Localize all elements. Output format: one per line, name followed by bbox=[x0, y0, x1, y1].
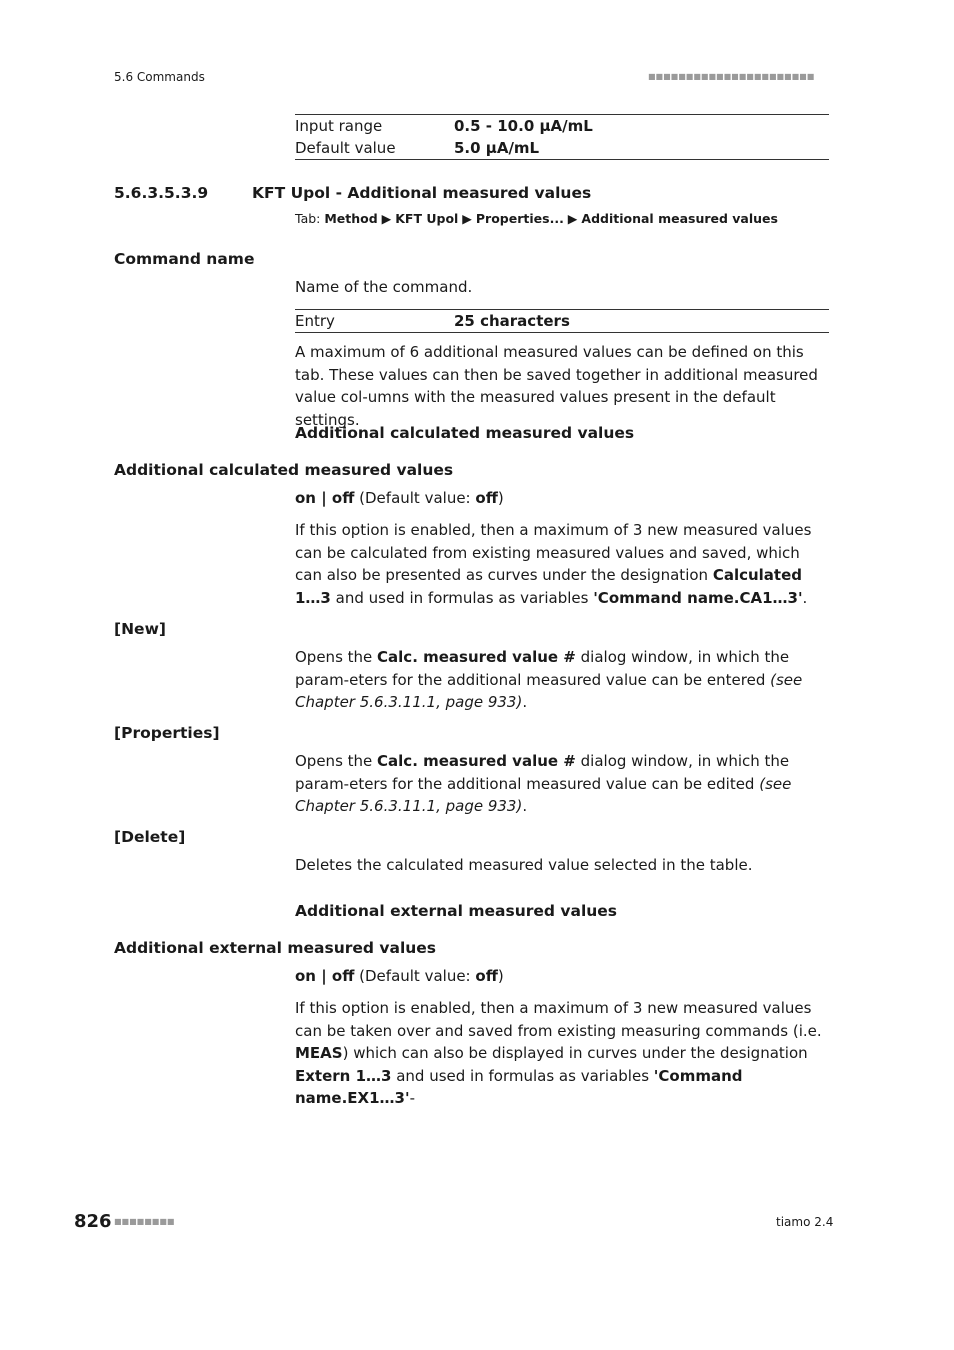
text-bold: Extern 1…3 bbox=[295, 1066, 392, 1085]
calc-option bbox=[295, 487, 829, 510]
option-off: off bbox=[331, 489, 355, 507]
parameter-table-entry bbox=[295, 309, 829, 333]
parameter-table-top bbox=[295, 114, 829, 160]
tab-sep-icon: ▶ bbox=[377, 211, 396, 226]
table-value: 25 characters bbox=[454, 312, 570, 330]
default-value: off bbox=[475, 967, 498, 985]
footer-dots: ■■■■■■■■ bbox=[114, 1217, 175, 1226]
table-value: 5.0 µA/mL bbox=[454, 139, 540, 157]
chapter-reference[interactable]: (see Chapter 5.6.3.11.1, page 933) bbox=[295, 774, 792, 815]
running-header-section: 5.6 Commands bbox=[114, 70, 205, 84]
calc-paragraph bbox=[295, 519, 829, 609]
text-bold: 'Command name.EX1…3' bbox=[295, 1066, 743, 1107]
tab-path-item: KFT Upol bbox=[395, 211, 459, 226]
default-suffix: ) bbox=[497, 489, 504, 507]
properties-button-desc bbox=[295, 750, 829, 818]
option-sep: | bbox=[315, 489, 332, 507]
delete-button-label: [Delete] bbox=[114, 828, 186, 846]
text-bold: MEAS bbox=[295, 1044, 343, 1062]
text-bold: Calc. measured value # bbox=[377, 648, 576, 666]
table-value: 0.5 - 10.0 µA/mL bbox=[454, 117, 593, 135]
ext-option bbox=[295, 965, 829, 988]
ext-paragraph bbox=[295, 997, 829, 1110]
tab-sep-icon: ▶ bbox=[563, 211, 582, 226]
ext-subheading: Additional external measured values bbox=[295, 902, 618, 920]
delete-button-desc: Deletes the calculated measured value selected in the table. bbox=[295, 856, 753, 874]
new-button-desc bbox=[295, 646, 829, 714]
default-prefix: (Default value: bbox=[354, 489, 476, 507]
command-name-paragraph: A maximum of 6 additional measured values can be defined on this tab. These values can then be saved together in additional measured value col-umns with the measured values present in the default settings. bbox=[295, 343, 818, 429]
calc-subheading: Additional calculated measured values bbox=[295, 424, 635, 442]
text-run: . bbox=[522, 797, 528, 815]
table-key: Default value bbox=[295, 139, 396, 157]
text-run: - bbox=[409, 1089, 416, 1107]
text-run: dialog window, in which the param-eters for the additional measured value can be edited bbox=[295, 752, 790, 793]
table-key: Input range bbox=[295, 117, 383, 135]
properties-button-label: [Properties] bbox=[114, 724, 220, 742]
running-header-dots: ■■■■■■■■■■■■■■■■■■■■■■ bbox=[648, 72, 815, 81]
option-off: off bbox=[331, 967, 355, 985]
tab-path bbox=[295, 211, 778, 226]
tab-sep-icon: ▶ bbox=[458, 211, 476, 226]
text-bold: 'Command name.CA1…3' bbox=[593, 588, 803, 607]
footer-product: tiamo 2.4 bbox=[776, 1215, 834, 1229]
section-number: 5.6.3.5.3.9 bbox=[114, 184, 209, 202]
text-run: Opens the bbox=[295, 648, 378, 666]
table-row bbox=[295, 310, 829, 332]
text-run: . bbox=[522, 693, 528, 711]
new-button-label: [New] bbox=[114, 620, 166, 638]
default-suffix: ) bbox=[497, 967, 504, 985]
tab-path-item: Method bbox=[324, 211, 378, 226]
section-heading bbox=[114, 184, 591, 202]
command-name-desc: Name of the command. bbox=[295, 278, 473, 296]
default-value: off bbox=[475, 489, 498, 507]
tab-path-item: Properties... bbox=[475, 211, 564, 226]
table-row bbox=[295, 115, 829, 137]
text-bold: Calculated 1…3 bbox=[295, 566, 802, 607]
command-name-label: Command name bbox=[114, 250, 255, 268]
page-number: 826 bbox=[74, 1211, 112, 1232]
text-bold: Calc. measured value # bbox=[377, 752, 576, 770]
text-run: ) which can also be displayed in curves under the designation bbox=[342, 1044, 808, 1062]
tab-path-item: Additional measured values bbox=[581, 211, 778, 226]
text-run: If this option is enabled, then a maximum of 3 new measured values can be calculated from existing measured values and saved, which can also be presented as curves under the designation bbox=[295, 521, 812, 584]
text-run: Opens the bbox=[295, 752, 378, 770]
chapter-reference[interactable]: (see Chapter 5.6.3.11.1, page 933) bbox=[295, 670, 803, 711]
text-run: . bbox=[802, 588, 808, 607]
text-run: and used in formulas as variables bbox=[391, 1066, 654, 1085]
section-title: KFT Upol - Additional measured values bbox=[252, 184, 592, 202]
ext-label: Additional external measured values bbox=[114, 939, 437, 957]
option-on: on bbox=[295, 489, 316, 507]
option-on: on bbox=[295, 967, 316, 985]
table-row bbox=[295, 137, 829, 159]
text-run: and used in formulas as variables bbox=[330, 588, 594, 607]
table-key: Entry bbox=[295, 312, 335, 330]
default-prefix: (Default value: bbox=[354, 967, 476, 985]
tab-prefix: Tab: bbox=[295, 211, 325, 226]
calc-label: Additional calculated measured values bbox=[114, 461, 454, 479]
option-sep: | bbox=[315, 967, 332, 985]
text-run: dialog window, in which the param-eters for the additional measured value can be entered bbox=[295, 648, 790, 689]
text-run: If this option is enabled, then a maximum of 3 new measured values can be taken over and saved from existing measuring commands (i.e. bbox=[295, 999, 822, 1040]
